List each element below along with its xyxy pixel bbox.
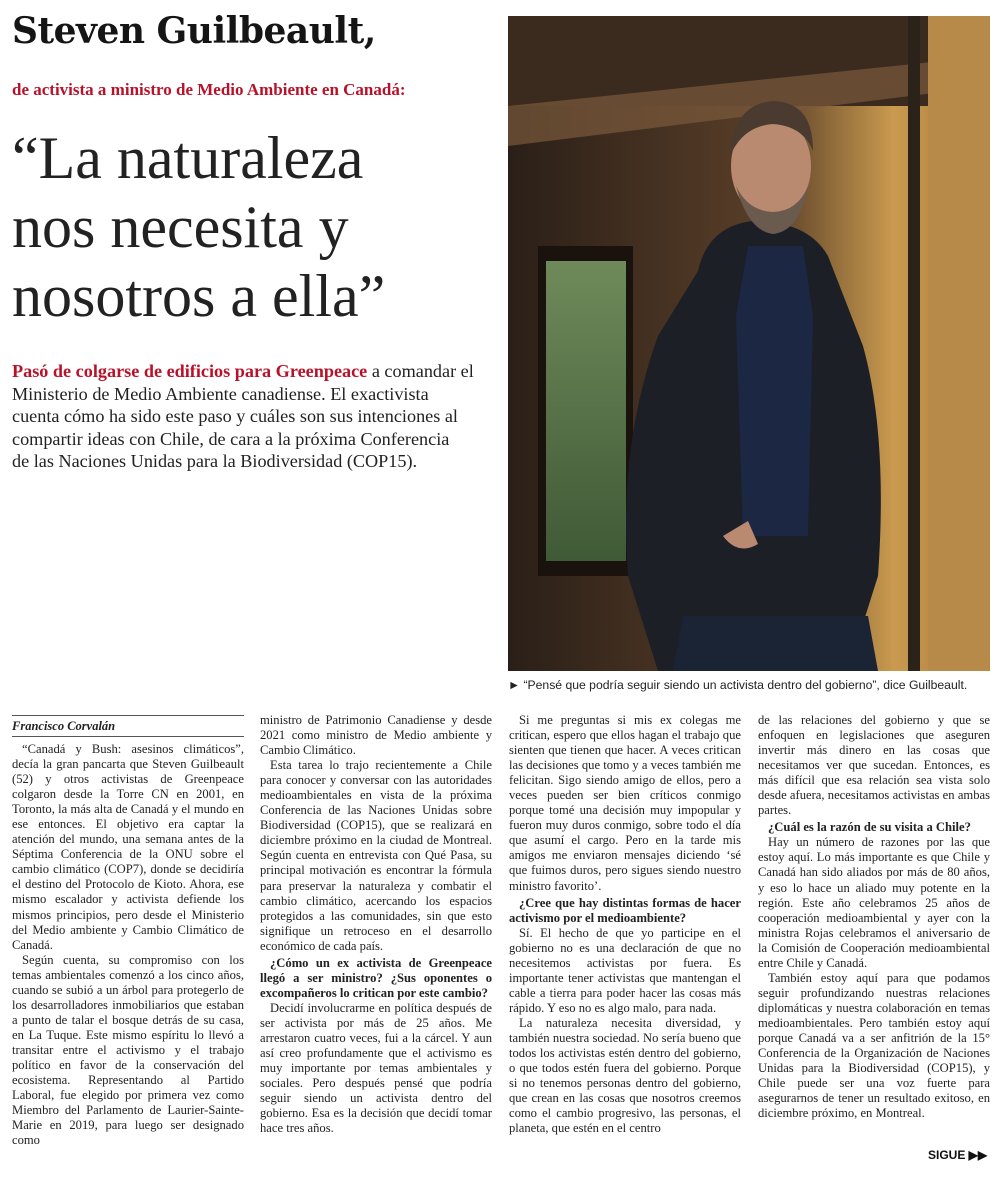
quote-line: nos necesita y bbox=[12, 194, 349, 260]
body-paragraph: ministro de Patrimonio Canadiense y desde 2021 como ministro de Medio ambiente y Cambio Climático. bbox=[260, 713, 492, 758]
article-column-2 bbox=[260, 713, 492, 1136]
interview-question: ¿Cómo un ex activista de Greenpeace llegó a ser ministro? ¿Sus oponentes o excompañeros lo critican por este cambio? bbox=[260, 955, 492, 1000]
headline-quote bbox=[12, 124, 502, 331]
quote-line: “La naturaleza bbox=[12, 125, 364, 191]
lede-line: Ministerio de Medio Ambiente canadiense. El exactivista bbox=[12, 383, 429, 404]
lede-highlight: Pasó de colgarse de edificios para Greenpeace bbox=[12, 361, 368, 381]
interview-question: ¿Cuál es la razón de su visita a Chile? bbox=[768, 820, 971, 835]
lede-line: compartir ideas con Chile, de cara a la próxima Conferencia bbox=[12, 428, 450, 449]
body-paragraph: de las relaciones del gobierno y que se enfoquen en legislaciones que aseguren invertir más dinero en las cosas que necesitamos ver que sucedan. Entonces, es más difícil que esa relación sea vista solo desde afuera, necesitamos activistas en ambas partes. bbox=[758, 713, 990, 818]
body-paragraph: Sí. El hecho de que yo participe en el gobierno no es una declaración de que no necesitemos activistas por fuera. Es importante tener activistas que mantengan el cable a tierra para poder hacer las cosas más rápido. Y eso no es algo malo, para nada. bbox=[509, 925, 741, 1015]
body-paragraph: Hay un número de razones por las que estoy aquí. Lo más importante es que Chile y Canadá han sido aliados por más de 80 años, y eso lo hace un aliado muy potente en la región. Este año celebramos 25 años de cooperación medioambiental y ayer con la ministra Rojas celebramos el aniversario de la Comisión de Cooperación medioambiental entre Chile y Canadá. bbox=[758, 835, 990, 970]
divider bbox=[12, 736, 244, 737]
article-column-4 bbox=[758, 713, 990, 1121]
article-column-1 bbox=[12, 742, 244, 1148]
body-paragraph: También estoy aquí para que podamos seguir profundizando nuestras relaciones diplomáticas y nuestra colaboración en temas medioambientales. Pero también estoy aquí porque Canadá va a ser anfitrión de la 15° Conferencia de la Organización de Naciones Unidas para la Biodiversidad (COP15), y Chile puede ser una voz fuerte para asegurarnos de tener un resultado exitoso, en diciembre próximo, en Montreal. bbox=[758, 970, 990, 1121]
interview-question: ¿Cree que hay distintas formas de hacer activismo por el medioambiente? bbox=[509, 895, 741, 925]
divider bbox=[12, 715, 244, 716]
body-paragraph: Decidí involucrarme en política después de ser activista por más de 25 años. Me arrestaron cuatro veces, fui a la cárcel. Y aun así creo profundamente que el activismo es muy importante por temas ambientales y sociales. Pero después pensé que podría seguir siendo un activista dentro del gobierno. Esa es la decisión que decidí tomar hace tres años. bbox=[260, 1000, 492, 1136]
portrait-photo bbox=[508, 16, 990, 671]
headline-name: Steven Guilbeault, bbox=[12, 10, 376, 52]
photo-caption: ► “Pensé que podría seguir siendo un activista dentro del gobierno”, dice Guilbeault. bbox=[508, 678, 968, 692]
byline: Francisco Corvalán bbox=[12, 719, 116, 733]
lede-paragraph bbox=[12, 360, 502, 473]
body-paragraph: Si me preguntas si mis ex colegas me critican, espero que ellos hagan el trabajo que sienten que tienen que hacer. A veces critican las decisiones que tomo y a veces también me felicitan. Sigo siendo amigo de ellos, pero a veces pueden ser bien críticos conmigo porque tomé una decisión muy impopular y fueron muy duros conmigo, sobre todo el día que asumí el cargo. Pero en la tarde mis amigos me enviaron mensajes diciendo ‘sé que fuimos duros, pero sigues siendo nuestro ministro favorito’. bbox=[509, 713, 741, 893]
continue-marker: SIGUE ▶▶ bbox=[928, 1148, 988, 1162]
article-column-3 bbox=[509, 713, 741, 1136]
headline-subtitle: de activista a ministro de Medio Ambiente en Canadá: bbox=[12, 80, 406, 99]
body-paragraph: La naturaleza necesita diversidad, y también nuestra sociedad. No sería bueno que todos los activistas estén dentro del gobierno, o que todos estén fuera del gobierno. Porque si no tenemos personas dentro del gobierno, que crean en las cosas que nosotros creemos como el cambio progresivo, las personas, el planeta, que estén en el centro bbox=[509, 1015, 741, 1136]
body-paragraph: “Canadá y Bush: asesinos climáticos”, decía la gran pancarta que Steven Guilbeault (52) y otros activistas de Greenpeace colgaron desde la Torre CN en 2001, en Toronto, la más alta de Canadá y el mundo en ese entonces. El objetivo era captar la atención del mundo, una semana antes de la Séptima Conferencia de la ONU sobre el cambio climático (COP7), donde se decidiría el destino del Protocolo de Kioto. Ahora, ese mismo escalador y activista defiende los mismos principios, pero desde el Ministerio del Medio ambiente y Cambio Climático de Canadá. bbox=[12, 742, 244, 952]
lede-line: cuenta cómo ha sido este paso y cuáles son sus intenciones al bbox=[12, 406, 458, 426]
portrait-illustration bbox=[508, 16, 990, 671]
lede-text: a comandar el bbox=[367, 361, 474, 381]
quote-line: nosotros a ella” bbox=[12, 263, 386, 329]
body-paragraph: Según cuenta, su compromiso con los temas ambientales comenzó a los cinco años, cuando se subió a un árbol para protegerlo de los desarrolladores inmobiliarios que estaban a punto de talar el bosque detrás de su casa, en La Tuque. Este mismo espíritu lo llevó a transitar entre el activismo y el trabajo político en favor de la conservación del ecosistema. Representando al Partido Laboral, fue elegido por primera vez como Miembro del Parlamento de Laurier-Sainte-Marie en 2019, para luego ser designado como bbox=[12, 952, 244, 1148]
lede-line: de las Naciones Unidas para la Biodiversidad (COP15). bbox=[12, 451, 418, 471]
body-paragraph: Esta tarea lo trajo recientemente a Chile para conocer y conversar con las autoridades medioambientales en vista de la próxima Conferencia de las Naciones Unidas sobre Biodiversidad (COP15), que se realizará en diciembre próximo en la ciudad de Montreal. Según cuenta en entrevista con Qué Pasa, su principal motivación es encontrar la fórmula para preservar la naturaleza y combatir el cambio climático, acercando los espacios protegidos a las comunidades, sin que esto signifique un retroceso en el desarrollo económico de cada país. bbox=[260, 758, 492, 953]
